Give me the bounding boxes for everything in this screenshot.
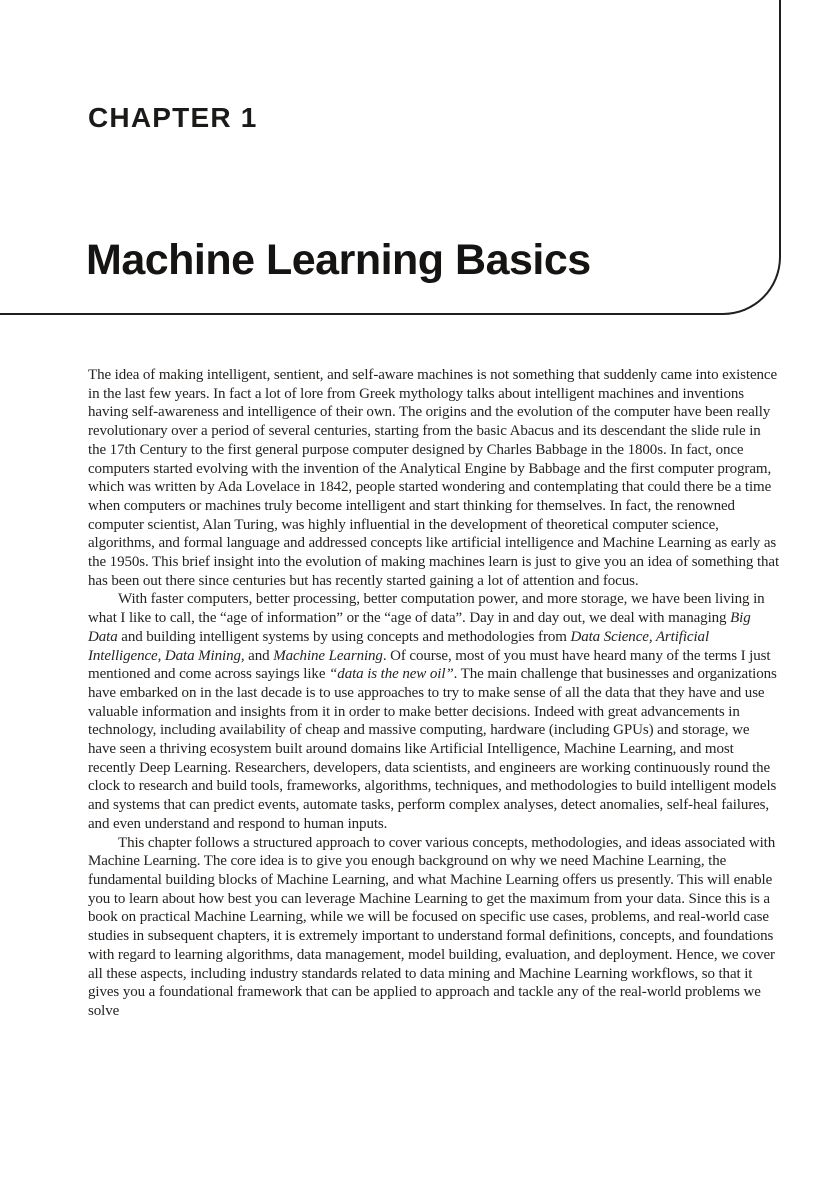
chapter-label: CHAPTER 1 <box>88 102 258 133</box>
text-segment: With faster computers, better processing, better computation power, and more storage, we have been living in what I like to call, the “age of information” or the “age of data”. Day in and day out, we deal with managing <box>88 591 765 627</box>
paragraph <box>88 590 780 833</box>
text-segment: and building intelligent systems by using concepts and methodologies from <box>117 628 571 645</box>
text-segment: . The main challenge that businesses and organizations have embarked on in the last decade is to use approaches to try to make sense of all the data that they have and use valuable information and insights from it in order to make better decisions. Indeed with great advancements in technology, including availability of cheap and massive computing, hardware (including GPUs) and storage, we have seen a thriving ecosystem built around domains like Artificial Intelligence, Machine Learning, and most recently Deep Learning. Researchers, developers, data scientists, and engineers are working continuously round the clock to research and build tools, frameworks, algorithms, techniques, and methodologies to build intelligent models and systems that can predict events, automate tasks, perform complex analyses, detect anomalies, self-heal failures, and even understand and respond to human inputs. <box>88 666 777 832</box>
paragraph <box>88 366 780 590</box>
text-segment: and <box>244 647 274 664</box>
chapter-title: Machine Learning Basics <box>86 236 591 284</box>
paragraph <box>88 834 780 1021</box>
italic-text-segment: “data is the new oil” <box>329 666 454 683</box>
italic-text-segment: Machine Learning <box>273 647 383 664</box>
italic-text-segment: Big Data <box>88 610 751 645</box>
text-segment: . Of course, most of you must have heard many of the terms I just mentioned and come across sayings like <box>88 647 771 683</box>
italic-text-segment: Data Science, Artificial Intelligence, Data Mining, <box>88 628 710 664</box>
text-segment: The idea of making intelligent, sentient, and self-aware machines is not something that suddenly came into existence in the last few years. In fact a lot of lore from Greek mythology talks about intelligent machines and inventions having self-awareness and intelligence of their own. The origins and the evolution of the computer have been really revolutionary over a period of several centuries, starting from the basic Abacus and its descendant the slide rule in the 17th Century to the first general purpose computer designed by Charles Babbage in the 1800s. In fact, once computers started evolving with the invention of the Analytical Engine by Babbage and the first computer program, which was written by Ada Lovelace in 1842, people started wondering and contemplating that could there be a time when computers or machines truly become intelligent and start thinking for themselves. In fact, the renowned computer scientist, Alan Turing, was highly influential in the development of theoretical computer science, algorithms, and formal language and addressed concepts like artificial intelligence and Machine Learning as early as the 1950s. This brief insight into the evolution of making machines learn is just to give you an idea of something that has been out there since centuries but has recently started gaining a lot of attention and focus. <box>88 367 780 589</box>
text-segment: This chapter follows a structured approach to cover various concepts, methodologies, and ideas associated with Machine Learning. The core idea is to give you enough background on why we need Machine Learning, the fundamental building blocks of Machine Learning, and what Machine Learning offers us presently. This will enable you to learn about how best you can leverage Machine Learning to get the maximum from your data. Since this is a book on practical Machine Learning, while we will be focused on specific use cases, problems, and real-world case studies in subsequent chapters, it is extremely important to understand formal definitions, concepts, and foundations with regard to learning algorithms, data management, model building, evaluation, and deployment. Hence, we cover all these aspects, including industry standards related to data mining and Machine Learning workflows, so that it gives you a foundational framework that can be applied to approach and tackle any of the real-world problems we solve <box>88 834 776 1019</box>
body-text <box>88 366 780 1021</box>
